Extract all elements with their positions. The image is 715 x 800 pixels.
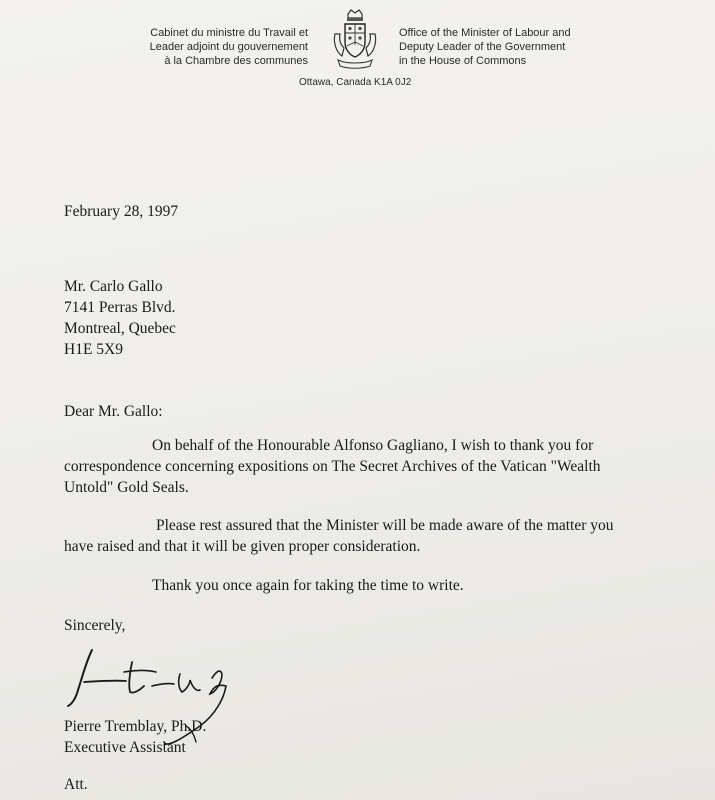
paragraph-line: On behalf of the Honourable Alfonso Gagliano, I wish to thank you for: [152, 437, 594, 454]
paragraph-line: correspondence concerning expositions on The Secret Archives of the Vatican "Wealth: [64, 458, 601, 475]
body-paragraph: [64, 575, 704, 596]
letterhead-english-line: in the House of Commons: [399, 55, 527, 67]
recipient-line: Montreal, Quebec: [64, 320, 176, 337]
paragraph-line: Thank you once again for taking the time to write.: [152, 577, 464, 594]
letter-date: February 28, 1997: [64, 203, 179, 220]
attachment-note: Att.: [64, 776, 88, 793]
letterhead-address: Ottawa, Canada K1A 0J2: [299, 77, 412, 88]
letterhead-english-line: Office of the Minister of Labour and: [399, 27, 571, 39]
letterhead-french-line: Leader adjoint du gouvernement: [149, 41, 308, 53]
letterhead-english: [399, 26, 619, 68]
body-paragraph: [64, 515, 704, 557]
letterhead-english-line: Deputy Leader of the Government: [399, 41, 566, 53]
letterhead-french-line: Cabinet du ministre du Travail et: [150, 27, 308, 39]
recipient-address: [64, 276, 176, 360]
signer-block: [64, 716, 206, 758]
letterhead-french-line: à la Chambre des communes: [164, 55, 308, 67]
coat-of-arms-icon: [330, 8, 380, 70]
closing: Sincerely,: [64, 617, 126, 634]
salutation: Dear Mr. Gallo:: [64, 403, 163, 420]
paragraph-line: Please rest assured that the Minister will be made aware of the matter you: [156, 517, 614, 534]
body-paragraph: [64, 435, 704, 498]
paragraph-line: Untold" Gold Seals.: [64, 479, 189, 496]
recipient-line: H1E 5X9: [64, 341, 123, 358]
paragraph-line: have raised and that it will be given proper consideration.: [64, 538, 421, 555]
letterhead-french: [118, 26, 308, 68]
recipient-line: 7141 Perras Blvd.: [64, 299, 176, 316]
recipient-line: Mr. Carlo Gallo: [64, 278, 163, 295]
signer-title: Executive Assistant: [64, 739, 186, 756]
signer-name: Pierre Tremblay, Ph.D.: [64, 718, 207, 735]
